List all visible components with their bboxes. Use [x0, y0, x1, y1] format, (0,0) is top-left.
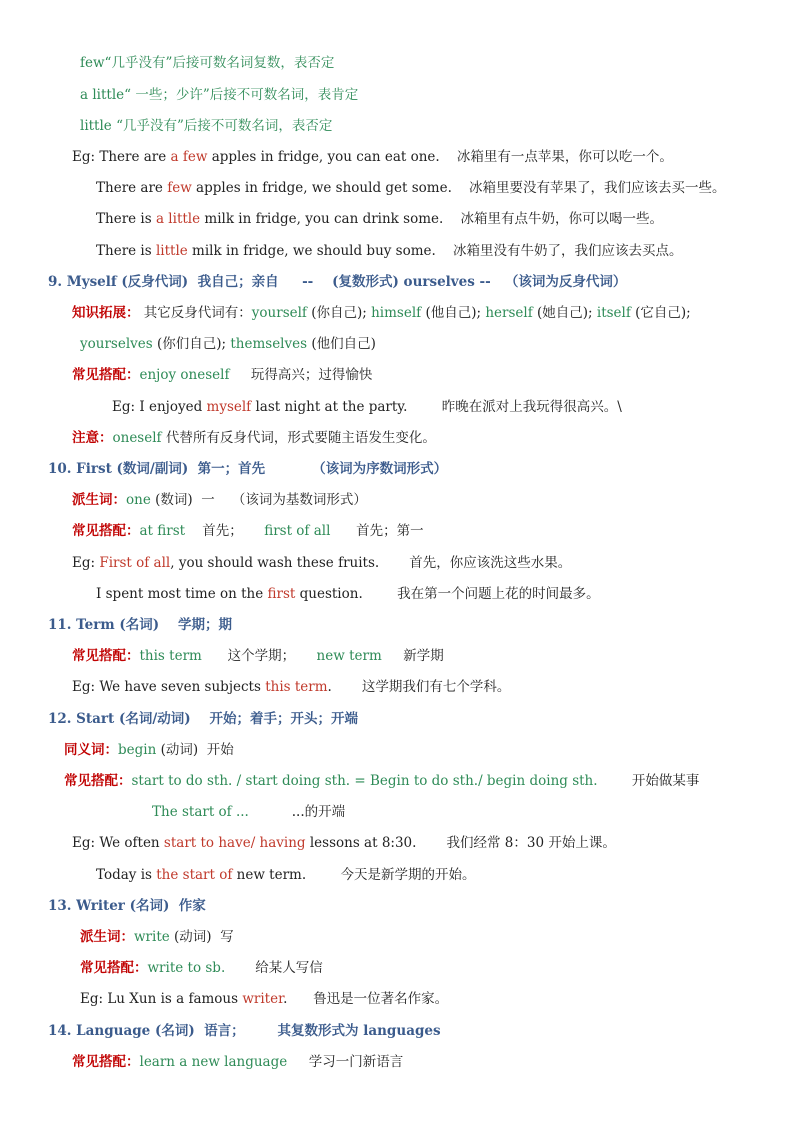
text-run: milk in fridge, you can drink some. [200, 211, 444, 227]
text-run: (它自己); [630, 305, 691, 321]
text-run: 派生词： [80, 929, 134, 945]
text-run: 代替所有反身代词，形式要随主语发生变化。 [161, 430, 436, 446]
line-26 [72, 832, 616, 854]
line-20 [72, 645, 444, 667]
text-run: this term [265, 679, 328, 695]
text-run: writer [242, 991, 284, 1007]
text-run: 学习一门新语言 [287, 1054, 404, 1070]
text-run: new term [316, 648, 382, 664]
line-16 [72, 520, 424, 542]
section-10-heading [48, 458, 447, 480]
text-run: 开始做某事 [597, 773, 700, 789]
line-12 [112, 396, 622, 418]
text-run: lessons at 8:30. [305, 835, 417, 851]
text-run: little [80, 118, 112, 134]
text-run: new term. [232, 867, 307, 883]
text-run: (动词) 开始 [156, 742, 234, 758]
text-run: first of all [264, 523, 331, 539]
text-run: last night at the party. [251, 399, 408, 415]
text-run: 12. Start (名词/动词) 开始；着手；开头；开端 [48, 711, 358, 727]
text-run: (动词) 写 [169, 929, 234, 945]
text-run: 冰箱里有一点苹果，你可以吃一个。 [439, 149, 673, 165]
text-run: 同义词： [64, 742, 118, 758]
section-13-heading [48, 895, 206, 917]
text-run: 鲁迅是一位著名作家。 [287, 991, 449, 1007]
line-24 [64, 770, 699, 792]
text-run: a few [170, 149, 208, 165]
line-18 [96, 583, 600, 605]
line-23 [64, 739, 234, 761]
text-run: Eg: I enjoyed [112, 399, 207, 415]
text-run: 冰箱里要没有苹果了，我们应该去买一些。 [451, 180, 726, 196]
text-run: 常见搭配： [80, 960, 148, 976]
text-run: myself [206, 399, 252, 415]
text-run: 首先；第一 [330, 523, 424, 539]
text-run: (你们自己); [152, 336, 231, 352]
text-run: 今天是新学期的开始。 [306, 867, 476, 883]
line-3 [80, 115, 332, 137]
text-run: 派生词： [72, 492, 126, 508]
text-run: 知识拓展： [72, 305, 140, 321]
text-run: Eg: We have seven subjects [72, 679, 266, 695]
text-run: 一些；少许”后接不可数名词，表肯定 [131, 87, 359, 103]
text-run: milk in fridge, we should buy some. [187, 243, 436, 259]
line-1 [80, 52, 334, 74]
text-run: 常见搭配： [72, 523, 140, 539]
text-run: few [80, 55, 105, 71]
text-run: 常见搭配： [64, 773, 132, 789]
text-run: , you should wash these fruits. [170, 555, 380, 571]
text-run: 常见搭配： [72, 1054, 140, 1070]
text-run: 其它反身代词有： [139, 305, 252, 321]
text-run: first [267, 586, 296, 602]
text-run: 注意： [72, 430, 113, 446]
text-run: (他自己); [421, 305, 486, 321]
text-run: start to do sth. / start doing sth. = Begin to do sth./ begin doing sth. [131, 773, 598, 789]
text-run: Eg: There are [72, 149, 171, 165]
section-9-heading [48, 271, 626, 293]
text-run: 首先； [185, 523, 265, 539]
line-13 [72, 427, 436, 449]
text-run: a little [155, 211, 201, 227]
text-run: “几乎没有”后接不可数名词，表否定 [111, 118, 333, 134]
text-run: Today is [96, 867, 157, 883]
text-run: 常见搭配： [72, 367, 140, 383]
text-run: 11. Term (名词) 学期；期 [48, 617, 232, 633]
text-run: I spent most time on the [96, 586, 268, 602]
text-run: 给某人写信 [225, 960, 323, 976]
line-5 [96, 177, 726, 199]
section-11-heading [48, 614, 232, 636]
text-run: (数词) 一 （该词为基数词形式） [150, 492, 367, 508]
section-14-heading [48, 1020, 441, 1042]
text-run: There is [96, 243, 156, 259]
text-run: write to sb. [147, 960, 226, 976]
text-run: First of all [99, 555, 171, 571]
text-run: enjoy oneself [139, 367, 230, 383]
text-run: 首先，你应该洗这些水果。 [379, 555, 572, 571]
line-30 [80, 957, 323, 979]
text-run: at first [139, 523, 186, 539]
text-run: 昨晚在派对上我玩得很高兴。\ [407, 399, 622, 415]
text-run: one [126, 492, 151, 508]
line-10 [80, 333, 376, 355]
line-6 [96, 208, 663, 230]
text-run: the start of [156, 867, 233, 883]
text-run: Eg: Lu Xun is a famous [80, 991, 243, 1007]
text-run: 新学期 [381, 648, 444, 664]
text-run: 我们经常 8：30 开始上课。 [416, 835, 616, 851]
line-25 [152, 801, 345, 823]
text-run: apples in fridge, you can eat one. [207, 149, 440, 165]
text-run: this term [139, 648, 202, 664]
line-9 [72, 302, 691, 324]
text-run: question. [295, 586, 363, 602]
text-run: 9. Myself (反身代词) 我自己；亲自 -- (复数形式) ourselves -- （该词为反身代词） [48, 274, 627, 290]
text-run: themselves [230, 336, 308, 352]
text-run: yourself [251, 305, 307, 321]
line-29 [80, 926, 234, 948]
text-run: (你自己); [306, 305, 372, 321]
text-run: Eg: We often [72, 835, 164, 851]
text-run: start to have/ having [163, 835, 306, 851]
text-run: There are [96, 180, 168, 196]
text-run: apples in fridge, we should get some. [191, 180, 452, 196]
text-run: 我在第一个问题上花的时间最多。 [362, 586, 600, 602]
text-run: begin [118, 742, 157, 758]
text-run: herself [485, 305, 533, 321]
text-run: oneself [112, 430, 162, 446]
text-run: 13. Writer (名词) 作家 [48, 898, 206, 914]
line-33 [72, 1051, 403, 1073]
text-run: “几乎没有”后接可数名词复数，表否定 [104, 55, 335, 71]
text-run: 14. Language (名词) 语言； 其复数形式为 languages [48, 1023, 441, 1039]
text-run: learn a new language [139, 1054, 288, 1070]
line-7 [96, 240, 683, 262]
text-run: 冰箱里有点牛奶，你可以喝一些。 [443, 211, 663, 227]
section-12-heading [48, 708, 358, 730]
text-run: (她自己); [532, 305, 597, 321]
text-run: ...的开端 [248, 804, 346, 820]
text-run: yourselves [80, 336, 153, 352]
line-4 [72, 146, 673, 168]
line-17 [72, 552, 571, 574]
text-run: 玩得高兴；过得愉快 [229, 367, 373, 383]
text-run: little [155, 243, 188, 259]
line-2 [80, 84, 358, 106]
text-run: himself [371, 305, 422, 321]
line-21 [72, 676, 510, 698]
line-15 [72, 489, 367, 511]
text-run: few [167, 180, 192, 196]
text-run: 冰箱里没有牛奶了，我们应该去买点。 [435, 243, 683, 259]
line-11 [72, 364, 372, 386]
text-run: . [283, 991, 288, 1007]
text-run: . [327, 679, 332, 695]
text-run: write [134, 929, 170, 945]
text-run: The start of ... [152, 804, 249, 820]
text-run: itself [596, 305, 631, 321]
text-run: 10. First (数词/副词) 第一；首先 （该词为序数词形式） [48, 461, 448, 477]
line-27 [96, 864, 475, 886]
text-run: 这学期我们有七个学科。 [331, 679, 511, 695]
text-run: a little“ [80, 87, 132, 103]
text-run: 这个学期； [201, 648, 317, 664]
line-31 [80, 988, 448, 1010]
text-run: 常见搭配： [72, 648, 140, 664]
text-run: There is [96, 211, 156, 227]
text-run: Eg: [72, 555, 100, 571]
text-run: (他们自己) [307, 336, 376, 352]
